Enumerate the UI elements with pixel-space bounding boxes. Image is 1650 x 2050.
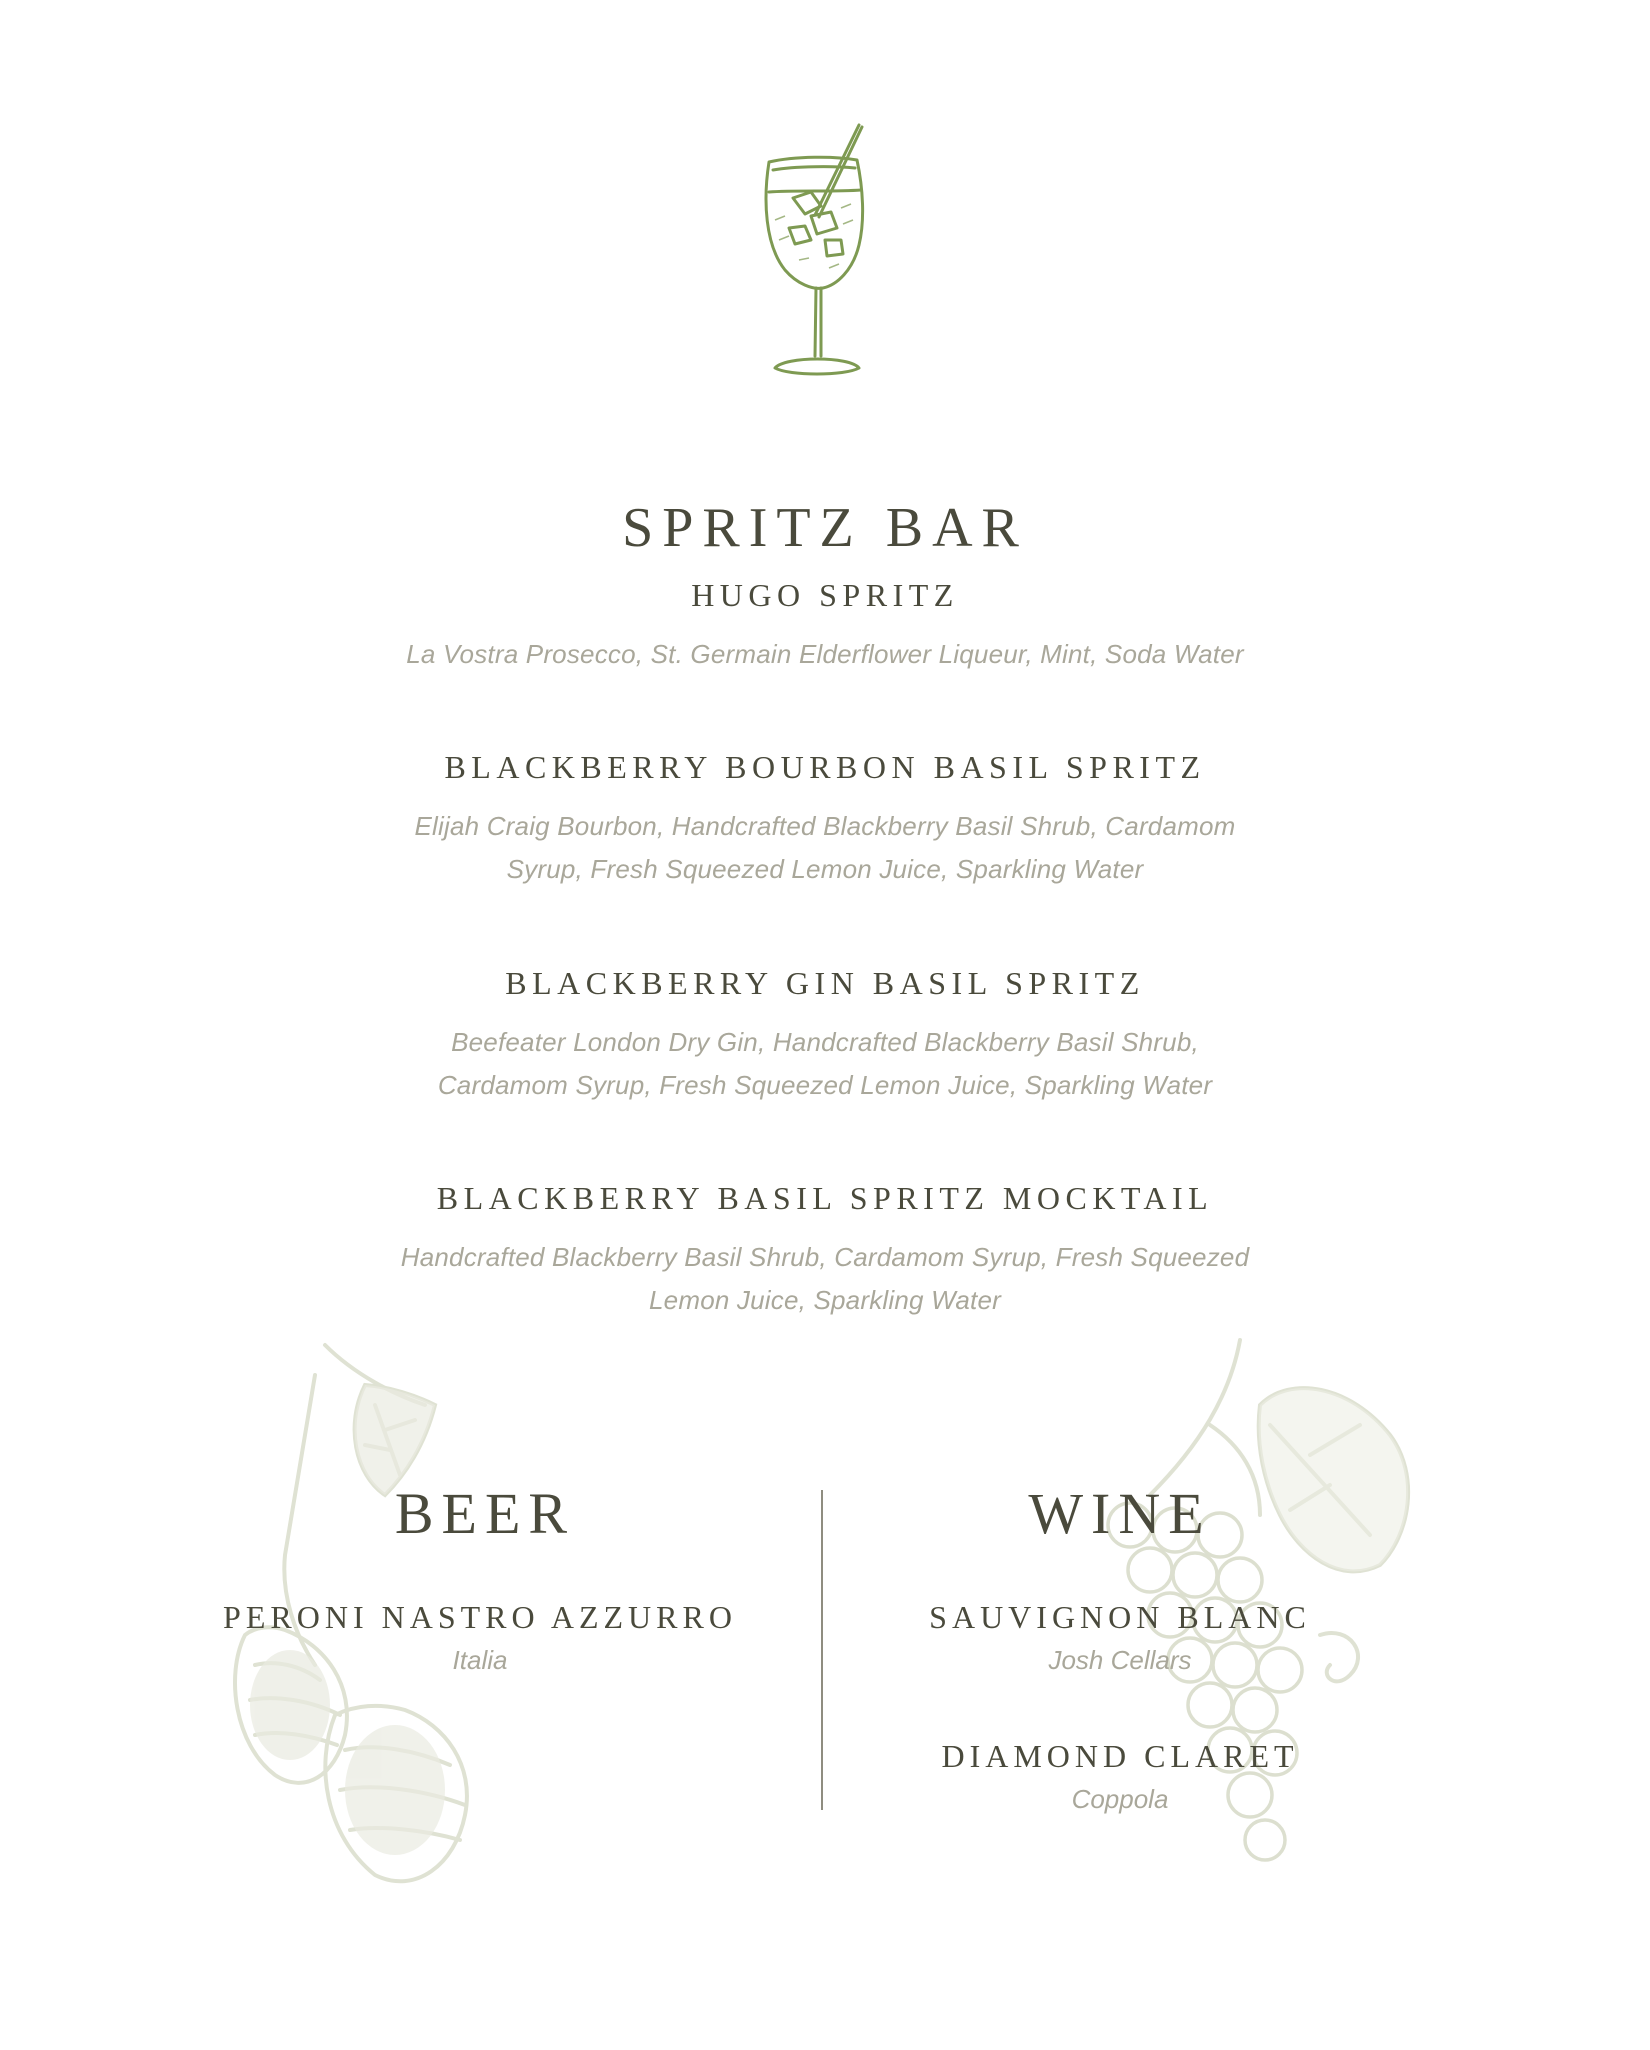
description-line: Syrup, Fresh Squeezed Lemon Juice, Sparkling Water [506, 854, 1144, 884]
description-line: Beefeater London Dry Gin, Handcrafted Blackberry Basil Shrub, [451, 1027, 1199, 1057]
column-divider [821, 1490, 823, 1810]
description-line: Lemon Juice, Sparkling Water [649, 1285, 1001, 1315]
description-line: Cardamom Syrup, Fresh Squeezed Lemon Juice, Sparkling Water [437, 1070, 1213, 1100]
wine-origin: Coppola [1071, 1784, 1169, 1814]
section-title: SPRITZ BAR [622, 496, 1028, 559]
beer-title: BEER [394, 1481, 576, 1546]
description-line: Elijah Craig Bourbon, Handcrafted Blackberry Basil Shrub, Cardamom [414, 811, 1236, 841]
drink-name: BLACKBERRY BOURBON BASIL SPRITZ [444, 749, 1206, 785]
cocktail-glass-icon [755, 120, 875, 380]
wine-name: SAUVIGNON BLANC [929, 1599, 1311, 1635]
drink-name: BLACKBERRY GIN BASIL SPRITZ [505, 965, 1145, 1001]
beer-origin: Italia [452, 1645, 508, 1675]
wine-title: WINE [1028, 1481, 1212, 1546]
drink-description [275, 805, 1375, 891]
drink-item [275, 1178, 1375, 1322]
drink-item [275, 747, 1375, 891]
beer-name: PERONI NASTRO AZZURRO [223, 1599, 737, 1635]
wine-item [895, 1736, 1345, 1816]
drink-description [275, 1236, 1375, 1322]
drink-description [275, 1021, 1375, 1107]
wine-item [895, 1597, 1345, 1677]
wine-name: DIAMOND CLARET [941, 1738, 1299, 1774]
wine-origin: Josh Cellars [1048, 1645, 1192, 1675]
drink-name: HUGO SPRITZ [691, 577, 959, 613]
beer-item [195, 1597, 765, 1677]
drink-description [275, 633, 1375, 676]
description-line: La Vostra Prosecco, St. Germain Elderflower Liqueur, Mint, Soda Water [406, 639, 1244, 669]
drink-name: BLACKBERRY BASIL SPRITZ MOCKTAIL [436, 1180, 1214, 1216]
description-line: Handcrafted Blackberry Basil Shrub, Cardamom Syrup, Fresh Squeezed [400, 1242, 1250, 1272]
drink-item [275, 575, 1375, 676]
drink-item [275, 963, 1375, 1107]
